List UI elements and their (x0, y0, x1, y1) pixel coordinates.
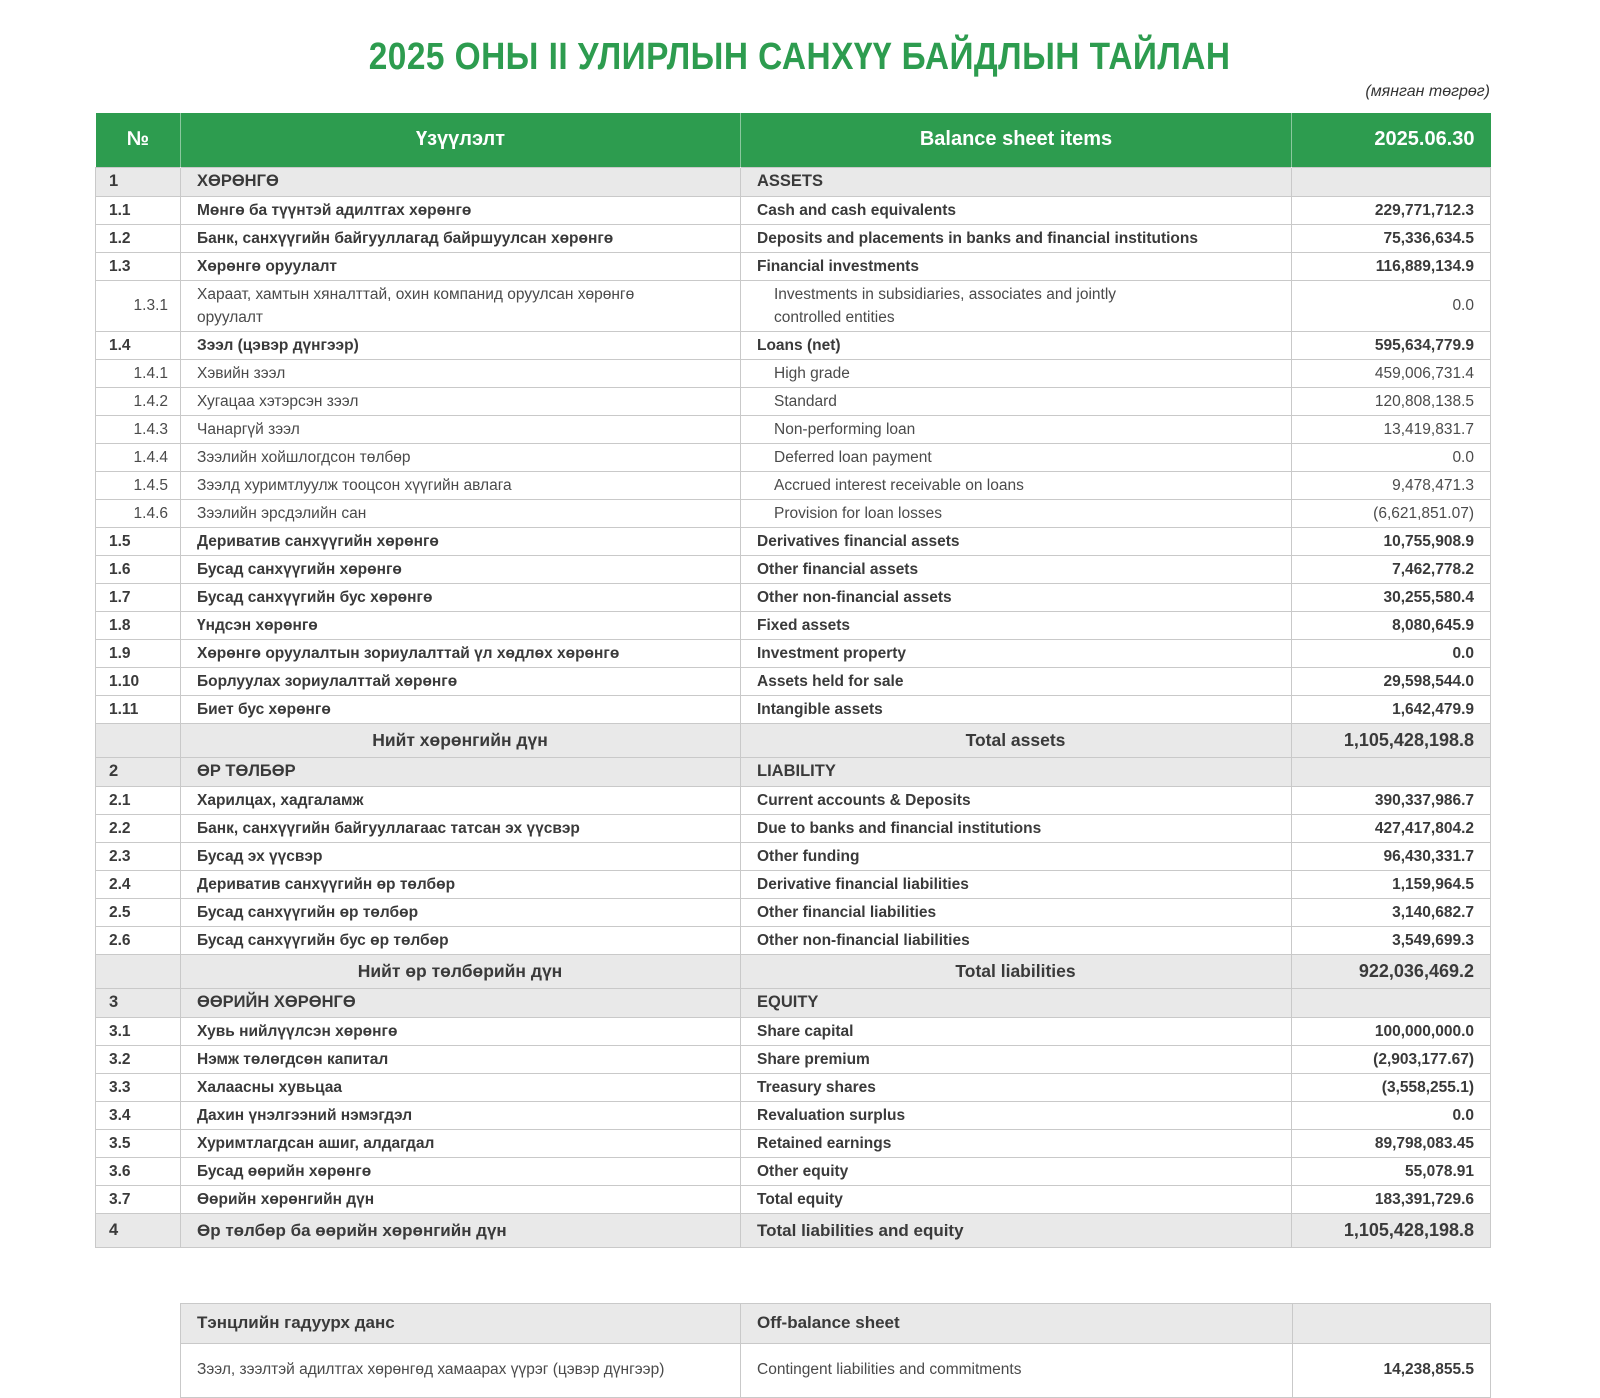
label-en-cell: Revaluation surplus (741, 1101, 1292, 1129)
value-cell: 96,430,331.7 (1292, 842, 1491, 870)
row-number-cell: 1.4.5 (96, 471, 181, 499)
table-row (96, 527, 1491, 555)
off-balance-label-en-cell: Contingent liabilities and commitments (741, 1343, 1293, 1397)
label-en-cell: Accrued interest receivable on loans (741, 471, 1292, 499)
row-number-cell: 2.6 (96, 926, 181, 954)
label-mn-cell: Мөнгө ба түүнтэй адилтгах хөрөнгө (181, 196, 741, 224)
row-number-cell: 4 (96, 1213, 181, 1247)
label-en-cell: Deferred loan payment (741, 443, 1292, 471)
label-mn-cell: Бусад санхүүгийн хөрөнгө (181, 555, 741, 583)
value-cell: 30,255,580.4 (1292, 583, 1491, 611)
label-en-cell: Investment property (741, 639, 1292, 667)
table-row (96, 280, 1491, 331)
label-en-cell: Cash and cash equivalents (741, 196, 1292, 224)
label-mn-cell: Хэвийн зээл (181, 359, 741, 387)
table-row (96, 786, 1491, 814)
table-row (96, 988, 1491, 1017)
table-row (96, 723, 1491, 757)
label-mn-cell: Дериватив санхүүгийн өр төлбөр (181, 870, 741, 898)
label-mn-cell: Хараат, хамтын хяналттай, охин компанид оруулсан хөрөнгө оруулалт (181, 280, 741, 331)
off-balance-header-en: Off-balance sheet (741, 1303, 1293, 1343)
table-row (96, 1185, 1491, 1213)
table-row (96, 667, 1491, 695)
label-mn-cell: Хөрөнгө оруулалтын зориулалттай үл хөдлөх хөрөнгө (181, 639, 741, 667)
value-cell: 3,549,699.3 (1292, 926, 1491, 954)
value-cell: 29,598,544.0 (1292, 667, 1491, 695)
label-en-cell: Treasury shares (741, 1073, 1292, 1101)
balance-sheet-table (95, 113, 1491, 1248)
row-number-cell: 2.2 (96, 814, 181, 842)
value-cell (1292, 167, 1491, 196)
table-row (96, 499, 1491, 527)
label-mn-cell: Үндсэн хөрөнгө (181, 611, 741, 639)
header-indicator-en: Balance sheet items (741, 113, 1292, 167)
page-title: 2025 ОНЫ II УЛИРЛЫН САНХҮҮ БАЙДЛЫН ТАЙЛАН (369, 36, 1231, 78)
value-cell: 427,417,804.2 (1292, 814, 1491, 842)
value-cell: 0.0 (1292, 639, 1491, 667)
label-en-cell: Other financial liabilities (741, 898, 1292, 926)
label-en-cell: Other funding (741, 842, 1292, 870)
table-row (96, 252, 1491, 280)
value-cell: 116,889,134.9 (1292, 252, 1491, 280)
label-en-cell: Fixed assets (741, 611, 1292, 639)
label-mn-cell: Бусад санхүүгийн бус өр төлбөр (181, 926, 741, 954)
table-row (96, 331, 1491, 359)
row-number-cell (96, 723, 181, 757)
row-number-cell: 1.8 (96, 611, 181, 639)
value-cell: 595,634,779.9 (1292, 331, 1491, 359)
off-balance-row (181, 1343, 1491, 1397)
value-cell: 1,642,479.9 (1292, 695, 1491, 723)
row-number-cell: 1.3.1 (96, 280, 181, 331)
value-cell: 0.0 (1292, 280, 1491, 331)
header-row (96, 113, 1491, 167)
value-cell: 0.0 (1292, 443, 1491, 471)
row-number-cell: 1.4.6 (96, 499, 181, 527)
value-cell: 75,336,634.5 (1292, 224, 1491, 252)
label-mn-cell: ӨР ТӨЛБӨР (181, 757, 741, 786)
label-en-cell: ASSETS (741, 167, 1292, 196)
label-mn-cell: Бусад эх үүсвэр (181, 842, 741, 870)
label-mn-cell: Харилцах, хадгаламж (181, 786, 741, 814)
row-number-cell: 1.5 (96, 527, 181, 555)
value-cell: 120,808,138.5 (1292, 387, 1491, 415)
label-en-cell: Loans (net) (741, 331, 1292, 359)
label-en-cell: Financial investments (741, 252, 1292, 280)
table-row (96, 359, 1491, 387)
value-cell: 390,337,986.7 (1292, 786, 1491, 814)
row-number-cell: 3.3 (96, 1073, 181, 1101)
label-mn-cell: Хугацаа хэтэрсэн зээл (181, 387, 741, 415)
table-row (96, 1101, 1491, 1129)
table-row (96, 196, 1491, 224)
table-row (96, 443, 1491, 471)
off-balance-header-row (181, 1303, 1491, 1343)
header-indicator-mn: Үзүүлэлт (181, 113, 741, 167)
balance-sheet-body (96, 167, 1491, 1247)
row-number-cell: 1.10 (96, 667, 181, 695)
table-row (96, 471, 1491, 499)
label-en-cell: Non-performing loan (741, 415, 1292, 443)
value-cell: (6,621,851.07) (1292, 499, 1491, 527)
label-mn-cell: Халаасны хувьцаа (181, 1073, 741, 1101)
row-number-cell: 1.6 (96, 555, 181, 583)
table-row (96, 1157, 1491, 1185)
row-number-cell: 1.1 (96, 196, 181, 224)
label-mn-cell: Бусад санхүүгийн бус хөрөнгө (181, 583, 741, 611)
table-row (96, 814, 1491, 842)
row-number-cell: 1.4.1 (96, 359, 181, 387)
row-number-cell: 1.4.3 (96, 415, 181, 443)
table-row (96, 898, 1491, 926)
value-cell: 229,771,712.3 (1292, 196, 1491, 224)
label-en-cell: Total liabilities (741, 954, 1292, 988)
value-cell: (2,903,177.67) (1292, 1045, 1491, 1073)
label-mn-cell: Борлуулах зориулалттай хөрөнгө (181, 667, 741, 695)
row-number-cell: 1 (96, 167, 181, 196)
row-number-cell (96, 954, 181, 988)
table-row (96, 695, 1491, 723)
row-number-cell: 1.9 (96, 639, 181, 667)
row-number-cell: 2.1 (96, 786, 181, 814)
value-cell: 459,006,731.4 (1292, 359, 1491, 387)
row-number-cell: 3.7 (96, 1185, 181, 1213)
value-cell: 55,078.91 (1292, 1157, 1491, 1185)
label-mn-cell: ХӨРӨНГӨ (181, 167, 741, 196)
off-balance-value-cell: 14,238,855.5 (1293, 1343, 1491, 1397)
label-en-cell: Share premium (741, 1045, 1292, 1073)
label-mn-cell: Зээл (цэвэр дүнгээр) (181, 331, 741, 359)
unit-note: (мянган төгрөг) (1365, 83, 1490, 100)
report-header (0, 0, 1600, 79)
header-number: № (96, 113, 181, 167)
row-number-cell: 1.3 (96, 252, 181, 280)
table-row (96, 611, 1491, 639)
label-mn-cell: Нийт өр төлбөрийн дүн (181, 954, 741, 988)
value-cell: 0.0 (1292, 1101, 1491, 1129)
label-en-cell: Assets held for sale (741, 667, 1292, 695)
value-cell (1292, 757, 1491, 786)
off-balance-header-value (1293, 1303, 1491, 1343)
value-cell: 1,105,428,198.8 (1292, 1213, 1491, 1247)
table-row (96, 954, 1491, 988)
label-en-cell: Other non-financial liabilities (741, 926, 1292, 954)
off-balance-table (180, 1303, 1491, 1398)
label-mn-cell: Биет бус хөрөнгө (181, 695, 741, 723)
value-cell: 1,105,428,198.8 (1292, 723, 1491, 757)
label-en-cell: Investments in subsidiaries, associates and jointly controlled entities (741, 280, 1292, 331)
label-mn-cell: Банк, санхүүгийн байгууллагад байршуулсан хөрөнгө (181, 224, 741, 252)
table-row (96, 639, 1491, 667)
label-en-cell: Provision for loan losses (741, 499, 1292, 527)
label-mn-cell: Банк, санхүүгийн байгууллагаас татсан эх үүсвэр (181, 814, 741, 842)
table-row (96, 926, 1491, 954)
table-row (96, 415, 1491, 443)
label-mn-cell: Бусад санхүүгийн өр төлбөр (181, 898, 741, 926)
label-en-cell: Standard (741, 387, 1292, 415)
label-en-cell: Other equity (741, 1157, 1292, 1185)
label-mn-cell: Зээлд хуримтлуулж тооцсон хүүгийн авлага (181, 471, 741, 499)
label-mn-cell: Зээлийн эрсдэлийн сан (181, 499, 741, 527)
row-number-cell: 2 (96, 757, 181, 786)
table-row (96, 1213, 1491, 1247)
table-row (96, 870, 1491, 898)
label-en-cell: Total equity (741, 1185, 1292, 1213)
off-balance-label-mn-cell: Зээл, зээлтэй адилтгах хөрөнгөд хамаарах үүрэг (цэвэр дүнгээр) (181, 1343, 741, 1397)
value-cell: 10,755,908.9 (1292, 527, 1491, 555)
row-number-cell: 1.4.2 (96, 387, 181, 415)
value-cell (1292, 988, 1491, 1017)
label-en-cell: High grade (741, 359, 1292, 387)
table-row (96, 224, 1491, 252)
row-number-cell: 2.5 (96, 898, 181, 926)
label-mn-cell: Өр төлбөр ба өөрийн хөрөнгийн дүн (181, 1213, 741, 1247)
header-date: 2025.06.30 (1292, 113, 1491, 167)
value-cell: 13,419,831.7 (1292, 415, 1491, 443)
label-mn-cell: Зээлийн хойшлогдсон төлбөр (181, 443, 741, 471)
label-en-cell: Total assets (741, 723, 1292, 757)
row-number-cell: 3.2 (96, 1045, 181, 1073)
table-row (96, 555, 1491, 583)
label-mn-cell: Бусад өөрийн хөрөнгө (181, 1157, 741, 1185)
table-row (96, 757, 1491, 786)
row-number-cell: 1.4.4 (96, 443, 181, 471)
label-mn-cell: Дериватив санхүүгийн хөрөнгө (181, 527, 741, 555)
label-mn-cell: Өөрийн хөрөнгийн дүн (181, 1185, 741, 1213)
row-number-cell: 1.7 (96, 583, 181, 611)
table-row (96, 1017, 1491, 1045)
label-en-cell: Intangible assets (741, 695, 1292, 723)
label-en-cell: Derivative financial liabilities (741, 870, 1292, 898)
label-mn-cell: Чанаргүй зээл (181, 415, 741, 443)
label-en-cell: LIABILITY (741, 757, 1292, 786)
table-row (96, 1073, 1491, 1101)
label-en-cell: Retained earnings (741, 1129, 1292, 1157)
off-balance-header-mn: Тэнцлийн гадуурх данс (181, 1303, 741, 1343)
value-cell: 8,080,645.9 (1292, 611, 1491, 639)
table-row (96, 387, 1491, 415)
value-cell: 89,798,083.45 (1292, 1129, 1491, 1157)
row-number-cell: 1.11 (96, 695, 181, 723)
row-number-cell: 1.4 (96, 331, 181, 359)
label-mn-cell: Нэмж төлөгдсөн капитал (181, 1045, 741, 1073)
label-mn-cell: ӨӨРИЙН ХӨРӨНГӨ (181, 988, 741, 1017)
table-row (96, 583, 1491, 611)
label-en-cell: Share capital (741, 1017, 1292, 1045)
value-cell: 100,000,000.0 (1292, 1017, 1491, 1045)
label-en-cell: Due to banks and financial institutions (741, 814, 1292, 842)
label-en-cell: Deposits and placements in banks and financial institutions (741, 224, 1292, 252)
row-number-cell: 3 (96, 988, 181, 1017)
table-row (96, 167, 1491, 196)
table-header (96, 113, 1491, 167)
table-row (96, 1129, 1491, 1157)
off-balance-body (181, 1343, 1491, 1397)
row-number-cell: 3.4 (96, 1101, 181, 1129)
value-cell: 9,478,471.3 (1292, 471, 1491, 499)
label-en-cell: Current accounts & Deposits (741, 786, 1292, 814)
label-en-cell: Other financial assets (741, 555, 1292, 583)
value-cell: 1,159,964.5 (1292, 870, 1491, 898)
value-cell: (3,558,255.1) (1292, 1073, 1491, 1101)
label-en-cell: Total liabilities and equity (741, 1213, 1292, 1247)
label-mn-cell: Хөрөнгө оруулалт (181, 252, 741, 280)
table-row (96, 842, 1491, 870)
row-number-cell: 2.3 (96, 842, 181, 870)
value-cell: 7,462,778.2 (1292, 555, 1491, 583)
value-cell: 3,140,682.7 (1292, 898, 1491, 926)
table-row (96, 1045, 1491, 1073)
row-number-cell: 2.4 (96, 870, 181, 898)
label-en-cell: Derivatives financial assets (741, 527, 1292, 555)
label-mn-cell: Хуримтлагдсан ашиг, алдагдал (181, 1129, 741, 1157)
label-en-cell: EQUITY (741, 988, 1292, 1017)
row-number-cell: 3.5 (96, 1129, 181, 1157)
row-number-cell: 1.2 (96, 224, 181, 252)
label-mn-cell: Хувь нийлүүлсэн хөрөнгө (181, 1017, 741, 1045)
label-mn-cell: Дахин үнэлгээний нэмэгдэл (181, 1101, 741, 1129)
value-cell: 183,391,729.6 (1292, 1185, 1491, 1213)
row-number-cell: 3.1 (96, 1017, 181, 1045)
label-en-cell: Other non-financial assets (741, 583, 1292, 611)
value-cell: 922,036,469.2 (1292, 954, 1491, 988)
label-mn-cell: Нийт хөрөнгийн дүн (181, 723, 741, 757)
row-number-cell: 3.6 (96, 1157, 181, 1185)
